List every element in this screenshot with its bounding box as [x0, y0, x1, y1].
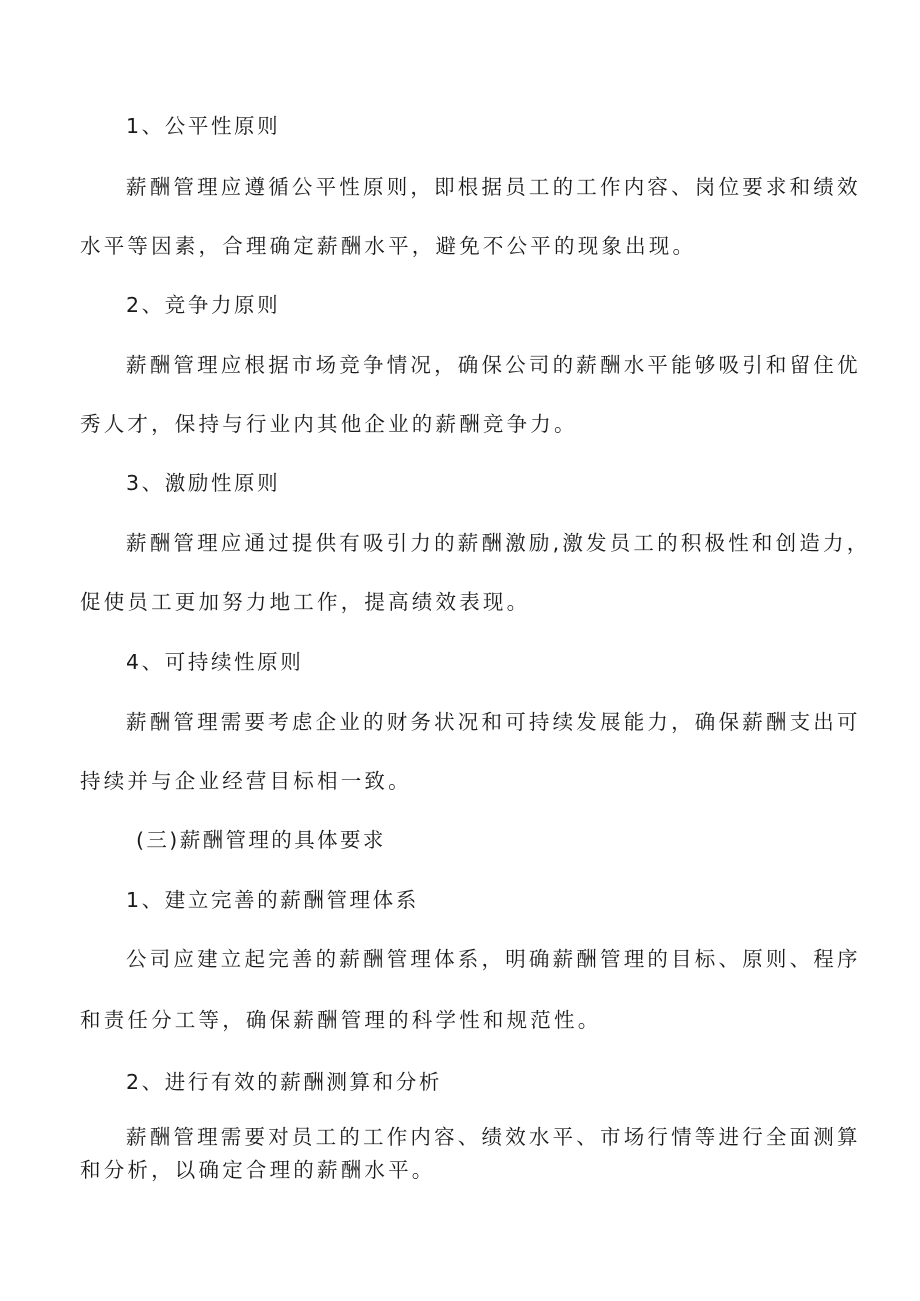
section-heading-fairness: 1、公平性原则: [126, 114, 281, 138]
paragraph-fairness-line-1: 薪酬管理应遵循公平性原则，即根据员工的工作内容、岗位要求和绩效: [126, 175, 861, 199]
paragraph-system-line-1: 公司应建立起完善的薪酬管理体系，明确薪酬管理的目标、原则、程序: [126, 947, 861, 971]
requirement-heading-calculation: 2、进行有效的薪酬测算和分析: [126, 1070, 442, 1094]
paragraph-calculation-line-1: 薪酬管理需要对员工的工作内容、绩效水平、市场行情等进行全面测算: [126, 1125, 861, 1149]
section-heading-sustainability: 4、可持续性原则: [126, 650, 304, 674]
paragraph-incentive-line-1: 薪酬管理应通过提供有吸引力的薪酬激励,激发员工的积极性和创造力，: [126, 531, 871, 555]
section-heading-competitiveness: 2、竞争力原则: [126, 293, 281, 317]
requirement-heading-system: 1、建立完善的薪酬管理体系: [126, 888, 419, 912]
paragraph-incentive-line-2: 促使员工更加努力地工作，提高绩效表现。: [80, 590, 531, 614]
section-heading-incentive: 3、激励性原则: [126, 471, 281, 495]
paragraph-sustainability-line-1: 薪酬管理需要考虑企业的财务状况和可持续发展能力，确保薪酬支出可: [126, 710, 861, 734]
paragraph-calculation-line-2: 和分析，以确定合理的薪酬水平。: [80, 1158, 436, 1182]
paragraph-system-line-2: 和责任分工等，确保薪酬管理的科学性和规范性。: [80, 1008, 602, 1032]
part-heading-specific-requirements: (三)薪酬管理的具体要求: [136, 828, 386, 852]
paragraph-competitiveness-line-2: 秀人才，保持与行业内其他企业的薪酬竞争力。: [80, 412, 578, 436]
paragraph-sustainability-line-2: 持续并与企业经营目标相一致。: [80, 769, 412, 793]
paragraph-fairness-line-2: 水平等因素，合理确定薪酬水平，避免不公平的现象出现。: [80, 234, 697, 258]
paragraph-competitiveness-line-1: 薪酬管理应根据市场竞争情况，确保公司的薪酬水平能够吸引和留住优: [126, 353, 861, 377]
